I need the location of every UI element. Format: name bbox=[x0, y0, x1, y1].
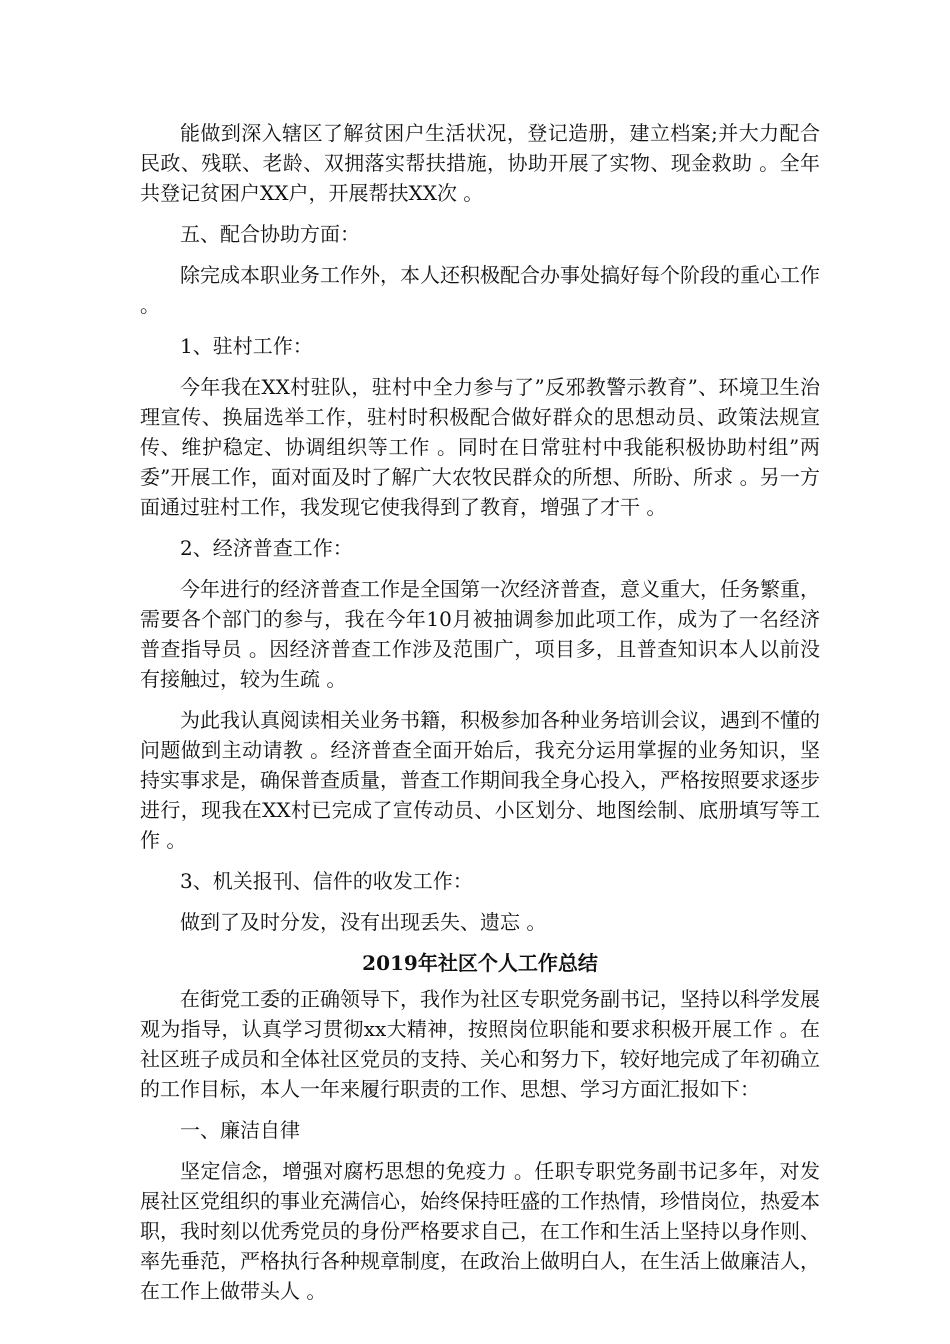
subsection-heading: 3、机关报刊、信件的收发工作： bbox=[180, 869, 473, 893]
document-body bbox=[140, 118, 820, 1317]
paragraph: 除完成本职业务工作外，本人还积极配合办事处搞好每个阶段的重心工作 。 bbox=[140, 263, 820, 317]
section-heading: 一、廉洁自律 bbox=[180, 1118, 300, 1142]
subsection-heading: 2、经济普查工作： bbox=[180, 536, 353, 560]
paragraph: 今年我在XX村驻队，驻村中全力参与了”反邪教警示教育”、环境卫生治理宣传、换届选举工作，驻村时积极配合做好群众的思想动员、政策法规宣传、维护稳定、协调组织等工作 。同时在日常驻村中我能积极协助村组”两委”开展工作，面对面及时了解广大农牧民群众的所想、所盼、所求 。另一方面通过驻村工作，我发现它使我得到了教育，增强了才干 。 bbox=[140, 375, 820, 519]
section-heading: 五、配合协助方面： bbox=[180, 222, 360, 246]
paragraph: 坚定信念，增强对腐朽思想的免疫力 。任职专职党务副书记多年，对发展社区党组织的事业充满信心，始终保持旺盛的工作热情，珍惜岗位，热爱本职，我时刻以优秀党员的身份严格要求自己，在工作和生活上坚持以身作则、率先垂范，严格执行各种规章制度，在政治上做明白人，在生活上做廉洁人，在工作上做带头人 。 bbox=[140, 1159, 820, 1303]
subsection-heading: 1、驻村工作： bbox=[180, 334, 313, 358]
paragraph: 在街党工委的正确领导下，我作为社区专职党务副书记，坚持以科学发展观为指导，认真学习贯彻xx大精神，按照岗位职能和要求积极开展工作 。在社区班子成员和全体社区党员的支持、关心和努力下，较好地完成了年初确立的工作目标，本人一年来履行职责的工作、思想、学习方面汇报如下： bbox=[140, 987, 820, 1101]
paragraph: 能做到深入辖区了解贫困户生活状况，登记造册，建立档案;并大力配合民政、残联、老龄、双拥落实帮扶措施，协助开展了实物、现金救助 。全年共登记贫困户XX户，开展帮扶XX次 。 bbox=[140, 121, 820, 205]
document-title: 2019年社区个人工作总结 bbox=[362, 951, 598, 975]
paragraph: 做到了及时分发，没有出现丢失、遗忘 。 bbox=[180, 910, 547, 934]
paragraph: 今年进行的经济普查工作是全国第一次经济普查，意义重大，任务繁重，需要各个部门的参与，我在今年10月被抽调参加此项工作，成为了一名经济普查指导员 。因经济普查工作涉及范围广，项目多，且普查知识本人以前没有接触过，较为生疏 。 bbox=[140, 577, 820, 691]
paragraph: 为此我认真阅读相关业务书籍，积极参加各种业务培训会议，遇到不懂的问题做到主动请教 。经济普查全面开始后，我充分运用掌握的业务知识，坚持实事求是，确保普查质量，普查工作期间我全身心投入，严格按照要求逐步进行，现我在XX村已完成了宣传动员、小区划分、地图绘制、底册填写等工作 。 bbox=[140, 708, 820, 852]
